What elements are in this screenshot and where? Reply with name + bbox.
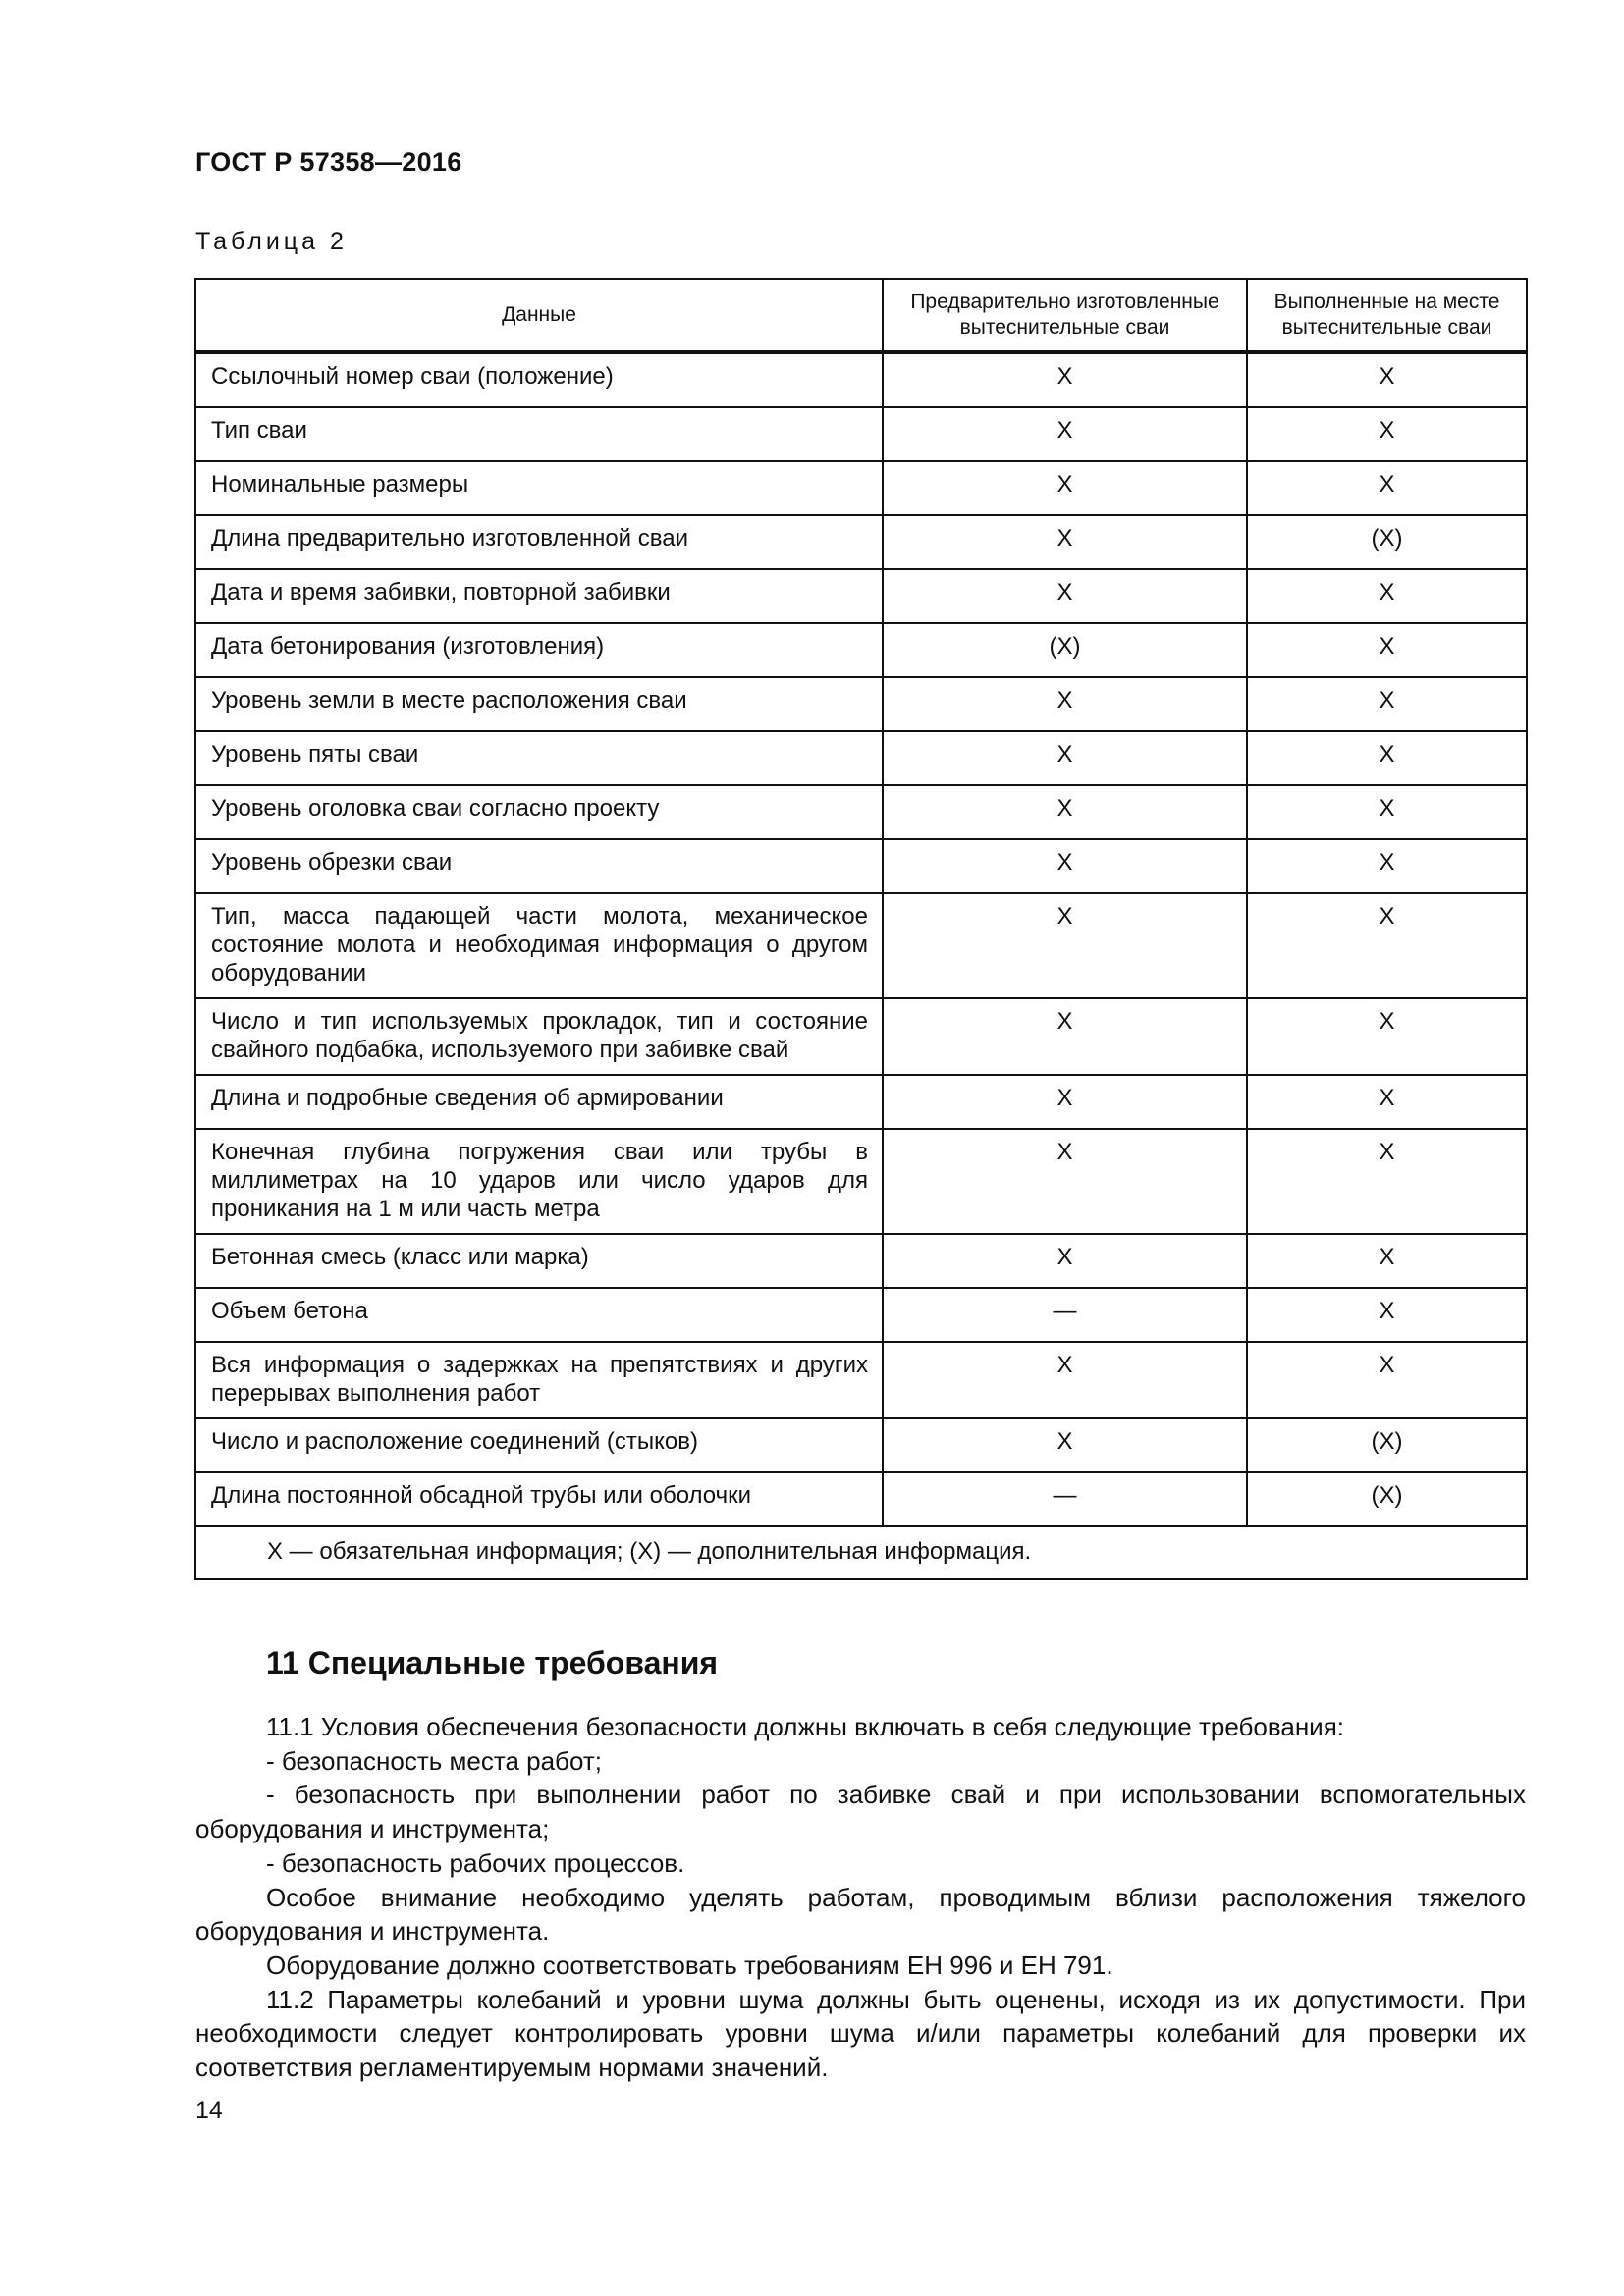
cell-data: Объем бетона <box>195 1288 883 1342</box>
cell-prefab-mark: Х <box>883 839 1247 893</box>
section-heading: 11 Специальные требования <box>266 1645 719 1681</box>
cell-data: Уровень пяты сваи <box>195 731 883 785</box>
column-header-prefab-piles: Предварительно изготовленные вытеснительные сваи <box>883 279 1247 352</box>
cell-prefab-mark: Х <box>883 407 1247 461</box>
cell-prefab-mark: Х <box>883 785 1247 839</box>
cell-data: Уровень земли в месте расположения сваи <box>195 677 883 731</box>
cell-prefab-mark: Х <box>883 1075 1247 1129</box>
table-caption: Таблица 2 <box>195 228 348 255</box>
cell-cast-mark: Х <box>1247 623 1527 677</box>
table-row <box>195 1418 1527 1472</box>
table-row <box>195 1129 1527 1234</box>
cell-data: Уровень обрезки сваи <box>195 839 883 893</box>
cell-data: Дата бетонирования (изготовления) <box>195 623 883 677</box>
table-row <box>195 731 1527 785</box>
table-row <box>195 998 1527 1075</box>
body-paragraph: Оборудование должно соответствовать требованиям ЕН 996 и ЕН 791. <box>266 1949 1113 1980</box>
cell-prefab-mark: Х <box>883 731 1247 785</box>
cell-prefab-mark: Х <box>883 998 1247 1075</box>
cell-cast-mark: (Х) <box>1247 1472 1527 1526</box>
table-row <box>195 1075 1527 1129</box>
table-header-row <box>195 279 1527 352</box>
body-paragraph: 11.2 Параметры колебаний и уровни шума должны быть оценены, исходя из их допустимости. При необходимости следует контролировать уровни шума и/или параметры колебаний для проверки их соответствия регламентируемым нормами значений. <box>195 1984 1526 2083</box>
cell-prefab-mark: (Х) <box>883 623 1247 677</box>
table-row <box>195 515 1527 569</box>
column-header-data: Данные <box>195 279 883 352</box>
cell-data: Тип, масса падающей части молота, механическое состояние молота и необходимая информация о другом оборудовании <box>195 893 883 998</box>
cell-cast-mark: Х <box>1247 1075 1527 1129</box>
cell-cast-mark: Х <box>1247 352 1527 407</box>
cell-cast-mark: Х <box>1247 998 1527 1075</box>
table-row <box>195 1288 1527 1342</box>
cell-prefab-mark: Х <box>883 893 1247 998</box>
cell-cast-mark: Х <box>1247 677 1527 731</box>
cell-cast-mark: Х <box>1247 893 1527 998</box>
cell-cast-mark: (Х) <box>1247 515 1527 569</box>
cell-data: Длина предварительно изготовленной сваи <box>195 515 883 569</box>
cell-data: Дата и время забивки, повторной забивки <box>195 569 883 623</box>
cell-prefab-mark: Х <box>883 1418 1247 1472</box>
cell-data: Уровень оголовка сваи согласно проекту <box>195 785 883 839</box>
cell-cast-mark: Х <box>1247 569 1527 623</box>
cell-prefab-mark: Х <box>883 569 1247 623</box>
cell-data: Длина постоянной обсадной трубы или оболочки <box>195 1472 883 1526</box>
cell-data: Вся информация о задержках на препятствиях и других перерывах выполнения работ <box>195 1342 883 1418</box>
table-row <box>195 1234 1527 1288</box>
table-note: Х — обязательная информация; (Х) — дополнительная информация. <box>195 1526 1527 1579</box>
cell-cast-mark: Х <box>1247 461 1527 515</box>
cell-cast-mark: Х <box>1247 1342 1527 1418</box>
body-paragraph: - безопасность при выполнении работ по забивке свай и при использовании вспомогательных оборудования и инструмента; <box>195 1780 1526 1844</box>
cell-cast-mark: Х <box>1247 1234 1527 1288</box>
cell-prefab-mark: — <box>883 1472 1247 1526</box>
cell-cast-mark: Х <box>1247 839 1527 893</box>
cell-cast-mark: Х <box>1247 731 1527 785</box>
table-row <box>195 407 1527 461</box>
section-body <box>195 1710 1526 2085</box>
cell-prefab-mark: Х <box>883 677 1247 731</box>
cell-data: Бетонная смесь (класс или марка) <box>195 1234 883 1288</box>
document-code: ГОСТ Р 57358—2016 <box>195 147 462 177</box>
cell-prefab-mark: Х <box>883 461 1247 515</box>
pile-data-table <box>194 278 1528 1580</box>
cell-prefab-mark: Х <box>883 1342 1247 1418</box>
cell-cast-mark: Х <box>1247 407 1527 461</box>
table-row <box>195 352 1527 407</box>
cell-prefab-mark: — <box>883 1288 1247 1342</box>
cell-cast-mark: Х <box>1247 785 1527 839</box>
table-row <box>195 839 1527 893</box>
table-row <box>195 677 1527 731</box>
table-note-row <box>195 1526 1527 1579</box>
cell-cast-mark: Х <box>1247 1288 1527 1342</box>
body-paragraph: Особое внимание необходимо уделять работам, проводимым вблизи расположения тяжелого оборудования и инструмента. <box>195 1882 1526 1947</box>
cell-cast-mark: (Х) <box>1247 1418 1527 1472</box>
cell-data: Тип сваи <box>195 407 883 461</box>
table-row <box>195 893 1527 998</box>
table-body <box>195 352 1527 1526</box>
cell-prefab-mark: Х <box>883 1129 1247 1234</box>
cell-data: Номинальные размеры <box>195 461 883 515</box>
body-paragraph: - безопасность места работ; <box>266 1745 602 1776</box>
cell-prefab-mark: Х <box>883 515 1247 569</box>
table-row <box>195 1342 1527 1418</box>
body-paragraph: - безопасность рабочих процессов. <box>266 1847 685 1878</box>
table-row <box>195 461 1527 515</box>
body-paragraph: 11.1 Условия обеспечения безопасности должны включать в себя следующие требования: <box>266 1712 1345 1741</box>
cell-data: Число и расположение соединений (стыков) <box>195 1418 883 1472</box>
table-row <box>195 569 1527 623</box>
cell-data: Конечная глубина погружения сваи или трубы в миллиметрах на 10 ударов или число ударов для проникания на 1 м или часть метра <box>195 1129 883 1234</box>
table-row <box>195 623 1527 677</box>
table-row <box>195 785 1527 839</box>
cell-data: Число и тип используемых прокладок, тип и состояние свайного подбабка, используемого при забивке свай <box>195 998 883 1075</box>
cell-cast-mark: Х <box>1247 1129 1527 1234</box>
page-number: 14 <box>195 2097 223 2124</box>
cell-data: Ссылочный номер сваи (положение) <box>195 352 883 407</box>
cell-data: Длина и подробные сведения об армировании <box>195 1075 883 1129</box>
column-header-cast-piles: Выполненные на месте вытеснительные сваи <box>1247 279 1527 352</box>
cell-prefab-mark: Х <box>883 352 1247 407</box>
cell-prefab-mark: Х <box>883 1234 1247 1288</box>
table-row <box>195 1472 1527 1526</box>
